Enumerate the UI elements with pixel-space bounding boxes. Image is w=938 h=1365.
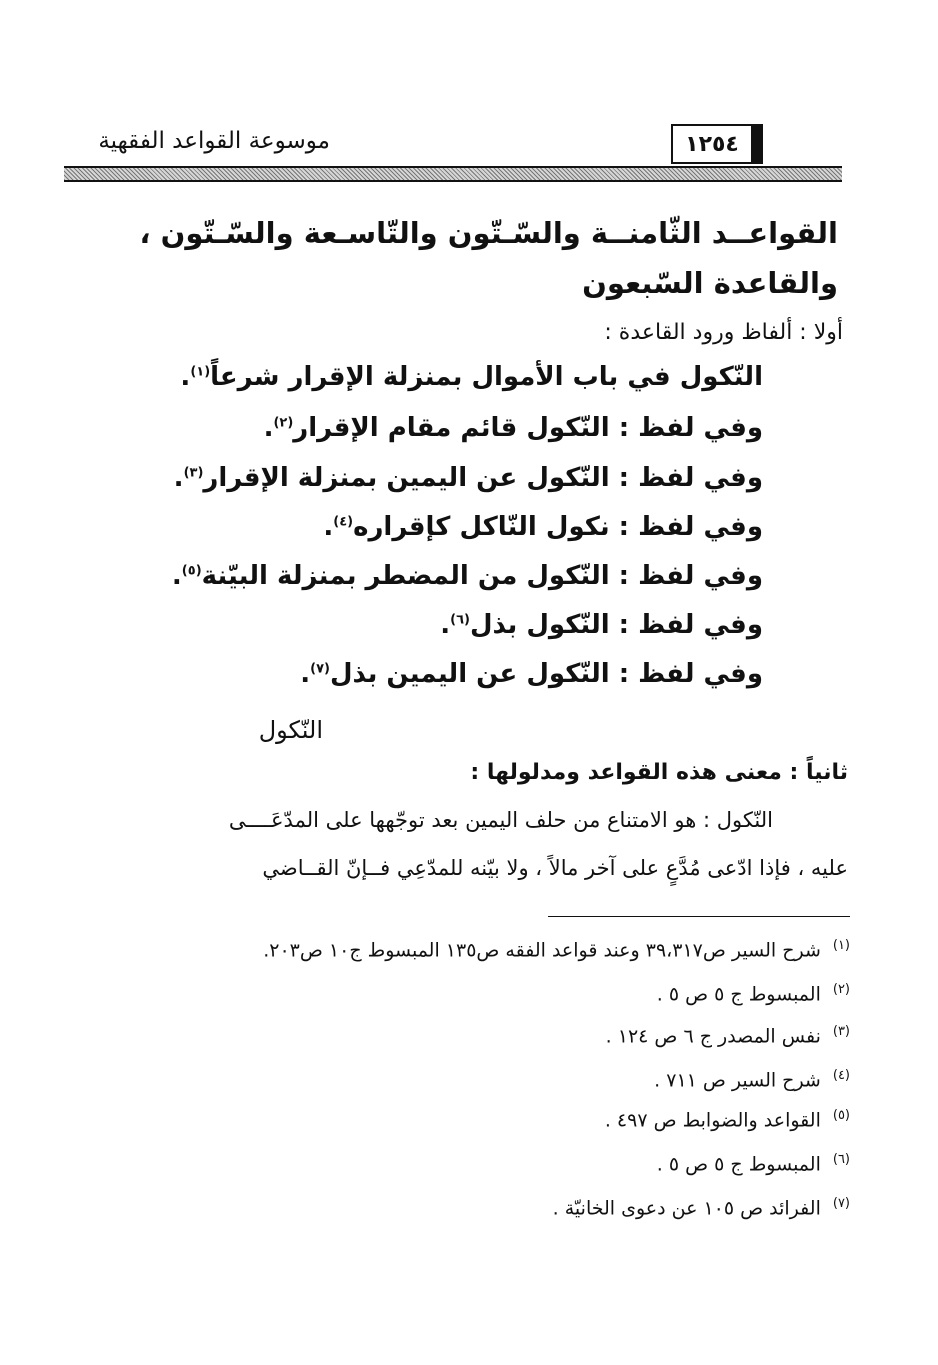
section-title-line-2: والقاعدة السّبعون [582,266,838,300]
rule-end: . [263,413,274,443]
rule-end: . [171,561,182,591]
rule-line [180,362,763,392]
footnote-text: القواعد والضوابط ص ٤٩٧ . [604,1109,821,1132]
footnote-item [263,938,850,961]
rule-line [440,610,763,640]
footnote-text: شرح السير ص٣٩،٣١٧ وعند قواعد الفقه ص١٣٥ المبسوط ج١٠ ص٢٠٣. [263,939,821,962]
header-rule [64,166,842,182]
rule-end: . [440,610,451,640]
footnote-text: نفس المصدر ج ٦ ص ١٢٤ . [605,1025,821,1048]
section-title-line-1: القواعــد الثّامنــة والسّـتّون والتّاسـعة والسّـتّون ، [139,216,838,250]
footnote-item [654,1068,850,1091]
footnote-divider [548,916,850,917]
paragraph-line-2: عليه ، فإذا ادّعى مُدَّعٍ على آخر مالاً ، ولا بيّنه للمدّعِي فــإنّ القــاضي [262,856,848,880]
rule-end: . [180,362,191,392]
footnote-marker: (٢) [273,415,294,431]
keyword: النّكول [258,716,323,744]
rule-end: . [300,659,311,689]
footnote-number: (٧) [832,1196,850,1211]
first-heading: أولا : ألفاظ ورود القاعدة : [604,320,843,345]
footnote-marker: (١) [190,364,211,380]
rule-line [300,659,763,689]
rule-line [264,413,763,443]
rule-text: النّكول في باب الأموال بمنزلة الإقرار شرعاً [210,362,763,392]
rule-end: . [173,463,184,493]
footnote-text: المبسوط ج ٥ ص ٥ . [656,983,821,1006]
rule-end: . [323,512,334,542]
footnote-text: شرح السير ص ٧١١ . [654,1069,821,1092]
footnote-number: (٥) [832,1108,850,1123]
footnote-item [605,1108,850,1131]
rule-line [172,561,763,591]
rule-line [174,463,763,493]
page-number: ١٢٥٤ [671,124,763,164]
footnote-number: (١) [832,938,850,953]
footnote-item [553,1196,850,1219]
footnote-marker: (٤) [333,514,354,530]
footnote-number: (٣) [832,1024,850,1039]
rule-text: وفي لفظ : النّكول قائم مقام الإقرار [293,413,763,443]
footnote-item [657,982,850,1005]
footnote-item [657,1152,850,1175]
footnote-text: الفرائد ص ١٠٥ عن دعوى الخانيّة . [552,1197,821,1220]
paragraph-line-1: النّكول : هو الامتناع من حلف اليمين بعد توجّهها على المدّعَــــى [228,808,773,832]
rule-text: وفي لفظ : نكول النّاكل كإقراره [353,512,763,542]
footnote-item [606,1024,850,1047]
footnote-number: (٦) [832,1152,850,1167]
footnote-marker: (٣) [183,465,204,481]
rule-text: وفي لفظ : النّكول عن اليمين بذل [329,659,763,689]
footnote-marker: (٥) [181,563,202,579]
footnote-marker: (٦) [450,612,470,628]
rule-text: وفي لفظ : النّكول بذل [469,610,763,640]
footnote-text: المبسوط ج ٥ ص ٥ . [656,1153,821,1176]
footnote-number: (٤) [832,1068,850,1083]
rule-text: وفي لفظ : النّكول عن اليمين بمنزلة الإقرار [203,463,763,493]
footnote-marker: (٧) [310,661,330,677]
rule-text: وفي لفظ : النّكول من المضطر بمنزلة البيّنة [201,561,763,591]
footnote-number: (٢) [832,982,850,997]
rule-line [323,512,763,542]
second-heading: ثانياً : معنى هذه القواعد ومدلولها : [470,760,848,785]
running-title: موسوعة القواعد الفقهية [98,128,330,154]
